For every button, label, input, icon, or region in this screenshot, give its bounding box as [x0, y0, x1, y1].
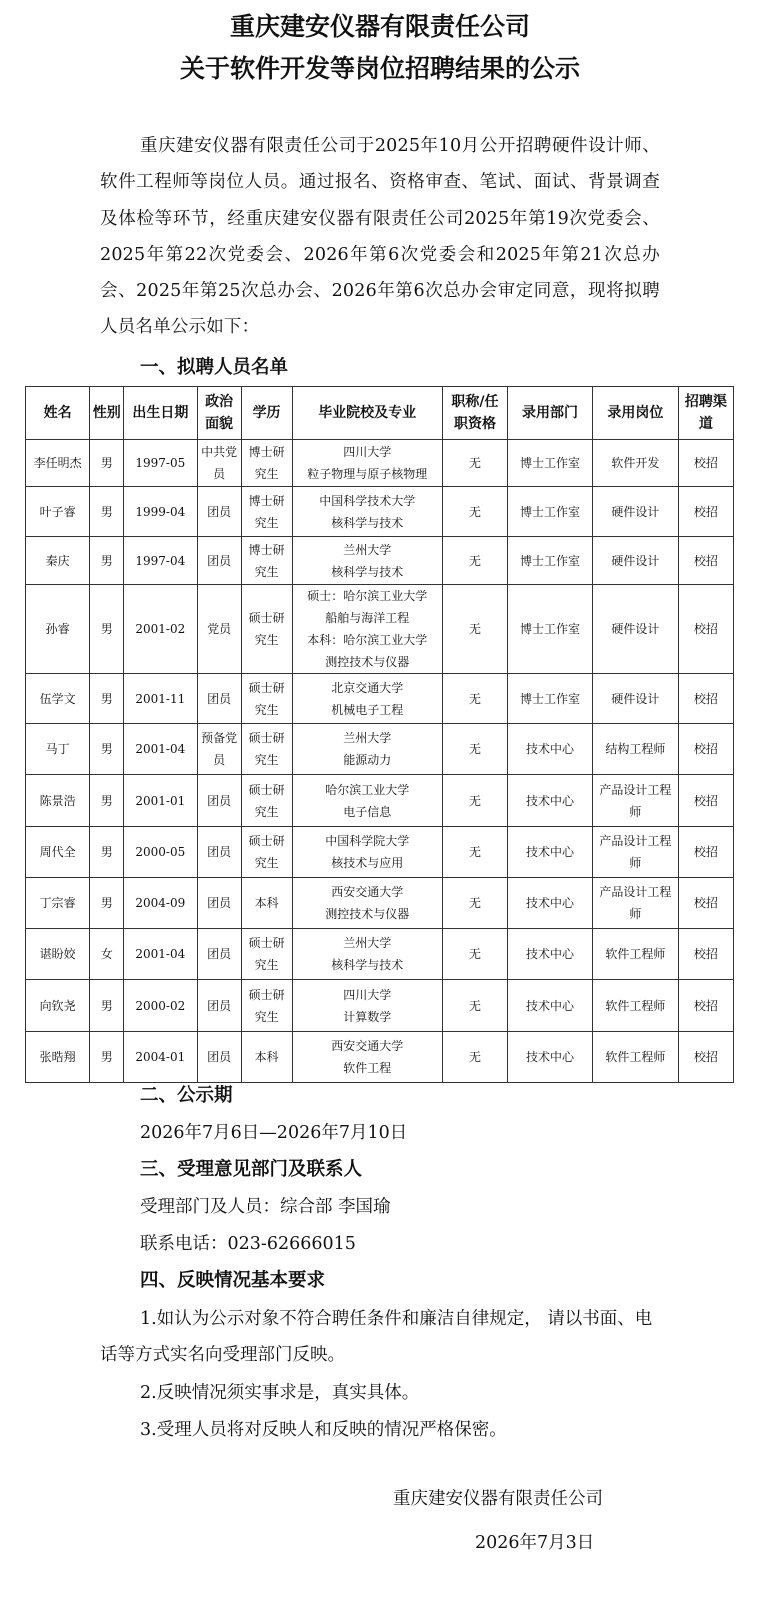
cell-title: 无 — [442, 827, 507, 878]
cell-education: 硕士研究生 — [241, 929, 292, 980]
school-name: 兰州大学 — [343, 542, 392, 557]
cell-dept: 技术中心 — [508, 980, 593, 1032]
table-row — [26, 440, 734, 487]
cell-school — [292, 487, 442, 537]
cell-birth: 1997-04 — [124, 537, 198, 585]
cell-birth: 2001-04 — [124, 929, 198, 980]
major-name: 船舶与海洋工程 — [325, 611, 410, 625]
cell-post: 硬件设计 — [592, 537, 678, 585]
table-row — [26, 827, 734, 878]
cell-name: 谌盼姣 — [26, 929, 90, 980]
major-name: 测控技术与仪器 — [325, 655, 410, 669]
cell-education: 博士研究生 — [241, 487, 292, 537]
cell-dept: 技术中心 — [508, 1032, 593, 1083]
signature-company: 重庆建安仪器有限责任公司 — [393, 1489, 603, 1509]
cell-dept: 博士工作室 — [508, 674, 593, 724]
cell-title: 无 — [442, 585, 507, 674]
cell-school — [292, 585, 442, 674]
cell-political: 团员 — [197, 1032, 241, 1083]
cell-education: 本科 — [241, 878, 292, 929]
school-name: 四川大学 — [343, 445, 392, 459]
cell-post: 硬件设计 — [592, 674, 678, 724]
cell-title: 无 — [442, 674, 507, 724]
cell-school — [292, 929, 442, 980]
cell-post: 软件工程师 — [592, 1032, 678, 1083]
cell-name: 马丁 — [26, 724, 90, 775]
cell-post: 软件工程师 — [592, 980, 678, 1032]
cell-education: 本科 — [241, 1032, 292, 1083]
section2-heading: 二、公示期 — [140, 1085, 233, 1106]
cell-political: 中共党员 — [197, 440, 241, 487]
cell-school — [292, 440, 442, 487]
cell-post: 软件工程师 — [592, 929, 678, 980]
cell-dept: 技术中心 — [508, 775, 593, 827]
cell-channel: 校招 — [678, 440, 733, 487]
cell-post: 产品设计工程师 — [592, 878, 678, 929]
cell-school — [292, 775, 442, 827]
header-post: 录用岗位 — [592, 387, 678, 440]
cell-name: 叶子睿 — [26, 487, 90, 537]
cell-post: 硬件设计 — [592, 487, 678, 537]
cell-gender: 男 — [90, 674, 124, 724]
cell-channel: 校招 — [678, 929, 733, 980]
cell-channel: 校招 — [678, 585, 733, 674]
cell-education: 硕士研究生 — [241, 585, 292, 674]
school-name: 中国科学技术大学 — [319, 493, 416, 508]
cell-birth: 2004-01 — [124, 1032, 198, 1083]
major-name: 核科学与技术 — [331, 958, 404, 972]
section1-heading: 一、拟聘人员名单 — [140, 357, 289, 378]
cell-political: 团员 — [197, 537, 241, 585]
document-title-line2: 关于软件开发等岗位招聘结果的公示 — [179, 54, 580, 83]
cell-political: 团员 — [197, 775, 241, 827]
cell-dept: 博士工作室 — [508, 487, 593, 537]
school-name: 西安交通大学 — [331, 885, 404, 899]
cell-title: 无 — [442, 980, 507, 1032]
cell-gender: 男 — [90, 775, 124, 827]
cell-channel: 校招 — [678, 980, 733, 1032]
cell-title: 无 — [442, 929, 507, 980]
cell-education: 博士研究生 — [241, 537, 292, 585]
major-name: 能源动力 — [343, 753, 392, 767]
cell-name: 张晧翔 — [26, 1032, 90, 1083]
cell-title: 无 — [442, 537, 507, 585]
header-political: 政治面貌 — [197, 387, 241, 440]
cell-school — [292, 1032, 442, 1083]
contact-dept: 受理部门及人员：综合部 李国瑜 — [140, 1197, 391, 1217]
table-row — [26, 487, 734, 537]
header-name: 姓名 — [26, 387, 90, 440]
school-name: 西安交通大学 — [331, 1039, 404, 1053]
cell-channel: 校招 — [678, 775, 733, 827]
header-channel: 招聘渠道 — [678, 387, 733, 440]
cell-post: 产品设计工程师 — [592, 827, 678, 878]
cell-birth: 2001-04 — [124, 724, 198, 775]
cell-channel: 校招 — [678, 1032, 733, 1083]
major-name: 测控技术与仪器 — [325, 907, 410, 921]
cell-dept: 博士工作室 — [508, 440, 593, 487]
cell-title: 无 — [442, 487, 507, 537]
table-row — [26, 537, 734, 585]
cell-birth: 2001-01 — [124, 775, 198, 827]
cell-dept: 博士工作室 — [508, 537, 593, 585]
cell-gender: 男 — [90, 878, 124, 929]
requirement-item-3: 3.受理人员将对反映人和反映的情况严格保密。 — [140, 1420, 507, 1440]
cell-name: 丁宗睿 — [26, 878, 90, 929]
document-title-line1: 重庆建安仪器有限责任公司 — [229, 12, 530, 41]
cell-gender: 男 — [90, 724, 124, 775]
cell-birth: 2004-09 — [124, 878, 198, 929]
cell-name: 向钦尧 — [26, 980, 90, 1032]
header-birth: 出生日期 — [124, 387, 198, 440]
school-name: 哈尔滨工业大学 — [325, 782, 410, 797]
cell-title: 无 — [442, 878, 507, 929]
header-dept: 录用部门 — [508, 387, 593, 440]
cell-school — [292, 980, 442, 1032]
major-name: 软件工程 — [343, 1061, 392, 1075]
cell-channel: 校招 — [678, 878, 733, 929]
major-name: 核科学与技术 — [331, 564, 404, 579]
cell-political: 预备党员 — [197, 724, 241, 775]
major-name: 计算数学 — [343, 1009, 392, 1024]
cell-birth: 1999-04 — [124, 487, 198, 537]
table-row — [26, 775, 734, 827]
school-name: 兰州大学 — [343, 731, 392, 745]
cell-post: 硬件设计 — [592, 585, 678, 674]
cell-title: 无 — [442, 440, 507, 487]
header-education: 学历 — [241, 387, 292, 440]
cell-dept: 技术中心 — [508, 878, 593, 929]
cell-name: 周代全 — [26, 827, 90, 878]
cell-education: 硕士研究生 — [241, 674, 292, 724]
cell-school — [292, 827, 442, 878]
cell-gender: 男 — [90, 440, 124, 487]
major-name: 核技术与应用 — [331, 856, 404, 870]
candidate-table — [25, 386, 734, 1083]
cell-title: 无 — [442, 775, 507, 827]
cell-political: 团员 — [197, 878, 241, 929]
header-title: 职称/任职资格 — [442, 387, 507, 440]
cell-gender: 男 — [90, 1032, 124, 1083]
cell-channel: 校招 — [678, 724, 733, 775]
cell-school — [292, 878, 442, 929]
cell-post: 软件开发 — [592, 440, 678, 487]
table-header-row — [26, 387, 734, 440]
requirement-item-1: 1.如认为公示对象不符合聘任条件和廉洁自律规定， 请以书面、电话等方式实名向受理部门反映。 — [100, 1309, 653, 1365]
cell-education: 硕士研究生 — [241, 980, 292, 1032]
cell-birth: 2000-05 — [124, 827, 198, 878]
header-school: 毕业院校及专业 — [292, 387, 442, 440]
school-name: 本科：哈尔滨工业大学 — [307, 633, 428, 647]
major-name: 机械电子工程 — [331, 702, 404, 717]
cell-political: 团员 — [197, 487, 241, 537]
section4-heading: 四、反映情况基本要求 — [140, 1270, 326, 1291]
table-row — [26, 929, 734, 980]
table-row — [26, 980, 734, 1032]
major-name: 粒子物理与原子核物理 — [307, 467, 428, 481]
cell-birth: 2001-11 — [124, 674, 198, 724]
cell-birth: 2000-02 — [124, 980, 198, 1032]
cell-school — [292, 724, 442, 775]
cell-gender: 男 — [90, 980, 124, 1032]
table-row — [26, 878, 734, 929]
cell-name: 伍学文 — [26, 674, 90, 724]
cell-name: 孙睿 — [26, 585, 90, 674]
table-row — [26, 585, 734, 674]
section3-heading: 三、受理意见部门及联系人 — [140, 1159, 363, 1180]
cell-name: 陈景浩 — [26, 775, 90, 827]
cell-education: 硕士研究生 — [241, 827, 292, 878]
cell-political: 团员 — [197, 980, 241, 1032]
cell-education: 硕士研究生 — [241, 724, 292, 775]
cell-post: 产品设计工程师 — [592, 775, 678, 827]
school-name: 四川大学 — [343, 987, 392, 1002]
cell-dept: 技术中心 — [508, 724, 593, 775]
cell-title: 无 — [442, 1032, 507, 1083]
cell-dept: 技术中心 — [508, 827, 593, 878]
cell-channel: 校招 — [678, 674, 733, 724]
table-row — [26, 674, 734, 724]
cell-political: 团员 — [197, 827, 241, 878]
cell-title: 无 — [442, 724, 507, 775]
cell-name: 秦庆 — [26, 537, 90, 585]
contact-phone: 联系电话：023-62666015 — [140, 1234, 356, 1254]
cell-school — [292, 537, 442, 585]
school-name: 中国科学院大学 — [325, 834, 410, 848]
cell-gender: 男 — [90, 585, 124, 674]
cell-post: 结构工程师 — [592, 724, 678, 775]
intro-paragraph: 重庆建安仪器有限责任公司于2025年10月公开招聘硬件设计师、软件工程师等岗位人员。通过报名、资格审查、笔试、面试、背景调查及体检等环节，经重庆建安仪器有限责任公司2025年第19次党委会、2025年第22次党委会、2026年第6次党委会和2025年第21次总办会、2025年第25次总办会、2026年第6次总办会审定同意，现将拟聘人员名单公示如下： — [100, 136, 660, 338]
cell-political: 团员 — [197, 929, 241, 980]
cell-political: 团员 — [197, 674, 241, 724]
cell-dept: 技术中心 — [508, 929, 593, 980]
cell-birth: 2001-02 — [124, 585, 198, 674]
major-name: 电子信息 — [343, 804, 392, 819]
cell-gender: 男 — [90, 537, 124, 585]
cell-school — [292, 674, 442, 724]
cell-education: 硕士研究生 — [241, 775, 292, 827]
school-name: 北京交通大学 — [331, 680, 404, 695]
school-name: 硕士：哈尔滨工业大学 — [307, 589, 428, 603]
cell-channel: 校招 — [678, 537, 733, 585]
table-row — [26, 1032, 734, 1083]
cell-dept: 博士工作室 — [508, 585, 593, 674]
school-name: 兰州大学 — [343, 936, 392, 950]
table-row — [26, 724, 734, 775]
cell-education: 博士研究生 — [241, 440, 292, 487]
publicity-period: 2026年7月6日—2026年7月10日 — [140, 1123, 408, 1143]
cell-gender: 女 — [90, 929, 124, 980]
signature-date: 2026年7月3日 — [475, 1533, 595, 1553]
requirement-item-2: 2.反映情况须实事求是，真实具体。 — [140, 1383, 420, 1403]
cell-gender: 男 — [90, 487, 124, 537]
major-name: 核科学与技术 — [331, 515, 404, 530]
header-gender: 性别 — [90, 387, 124, 440]
cell-channel: 校招 — [678, 487, 733, 537]
cell-birth: 1997-05 — [124, 440, 198, 487]
cell-name: 李任明杰 — [26, 440, 90, 487]
cell-channel: 校招 — [678, 827, 733, 878]
cell-political: 党员 — [197, 585, 241, 674]
cell-gender: 男 — [90, 827, 124, 878]
